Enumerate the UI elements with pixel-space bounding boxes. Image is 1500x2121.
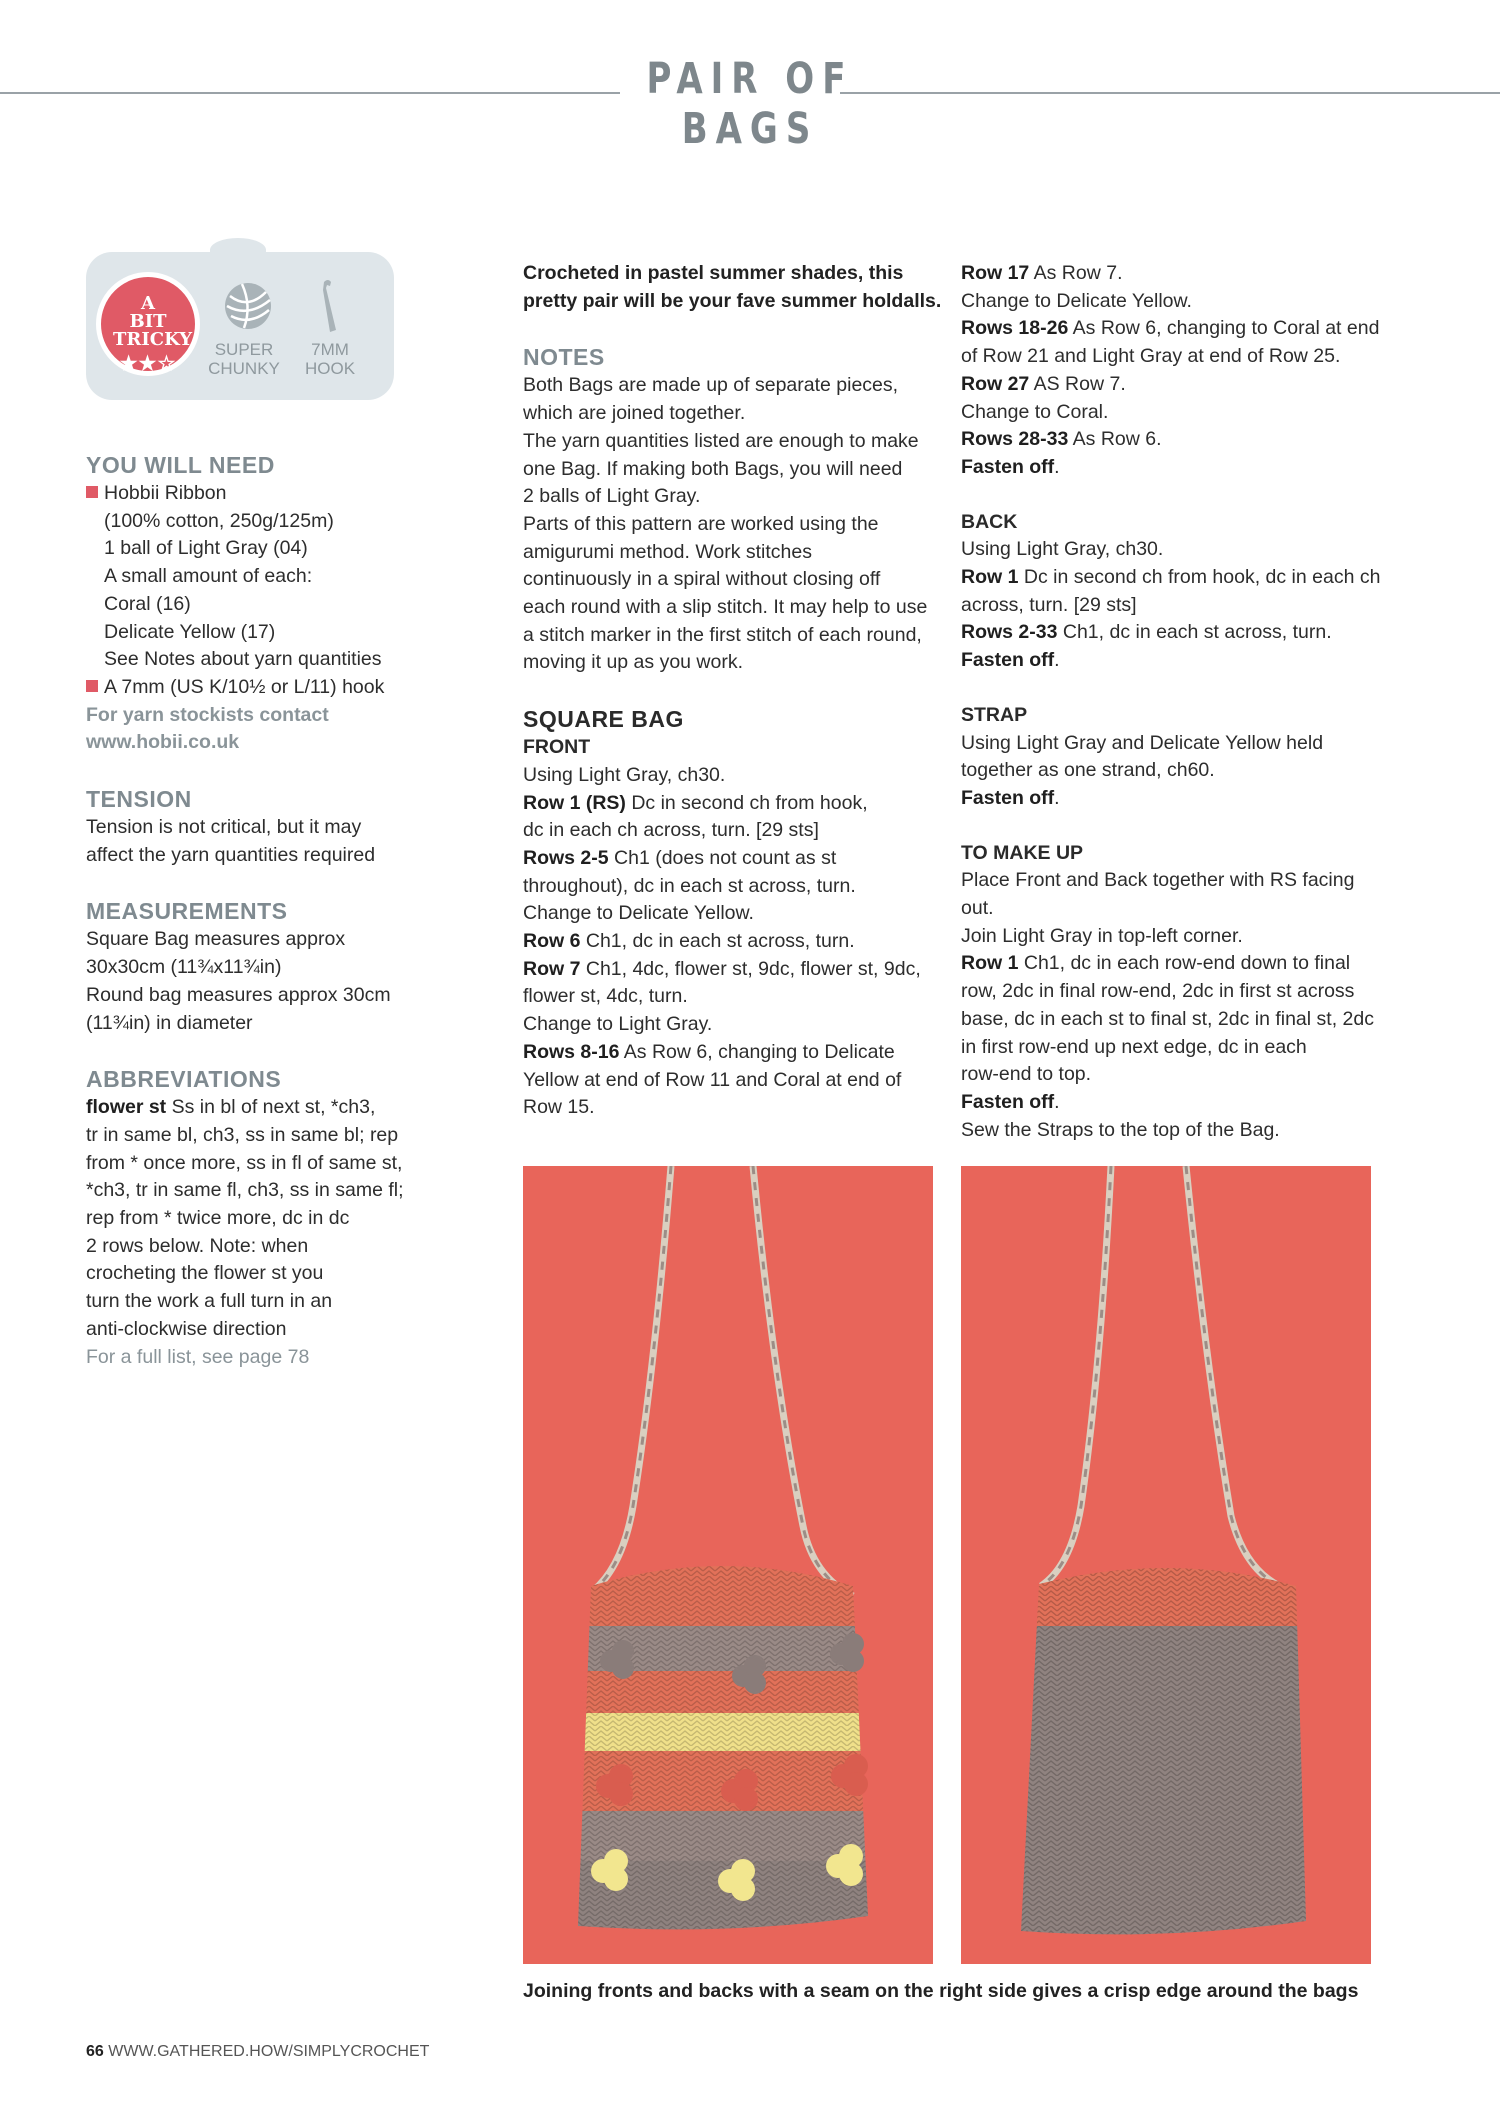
measurements-line: (11¾in) in diameter bbox=[86, 1011, 253, 1034]
front-continued bbox=[961, 260, 1381, 454]
notes-line: continuously in a spiral without closing off bbox=[523, 568, 881, 591]
middle-column bbox=[523, 260, 943, 1122]
front-instruction-line: flower st, 4dc, turn. bbox=[523, 985, 688, 1008]
front-instruction-line: Change to Coral. bbox=[961, 400, 1109, 423]
page-title: PAIR OF BAGS bbox=[646, 54, 854, 154]
notes-line: a stitch marker in the first stitch of each round, bbox=[523, 623, 922, 646]
back-instruction-line: across, turn. [29 sts] bbox=[961, 593, 1137, 616]
make-up-instruction-line: Row 1 Ch1, dc in each row-end down to final bbox=[961, 952, 1351, 975]
notes-line: Both Bags are made up of separate pieces, bbox=[523, 374, 899, 397]
tension-section bbox=[86, 784, 416, 869]
abbreviation-line: 2 rows below. Note: when bbox=[86, 1234, 309, 1257]
page-footer bbox=[86, 2043, 429, 2061]
notes-line: moving it up as you work. bbox=[523, 651, 744, 674]
materials-line: (100% cotton, 250g/125m) bbox=[104, 509, 334, 532]
abbreviations-footnote[interactable]: For a full list, see page 78 bbox=[86, 1345, 310, 1368]
front-instruction-line: Rows 8-16 As Row 6, changing to Delicate bbox=[523, 1040, 895, 1063]
measurements-section bbox=[86, 896, 416, 1037]
back-fasten-off: Fasten off. bbox=[961, 649, 1060, 672]
bullet-square bbox=[86, 486, 98, 498]
front-instructions bbox=[523, 762, 943, 1122]
materials-line: 1 ball of Light Gray (04) bbox=[104, 537, 308, 560]
notes-line: 2 balls of Light Gray. bbox=[523, 485, 701, 508]
make-up-heading: TO MAKE UP bbox=[961, 841, 1084, 864]
difficulty-badge bbox=[86, 252, 394, 400]
stockist-contact: For yarn stockists contact bbox=[86, 703, 329, 726]
hook-size-label bbox=[298, 340, 362, 378]
hook-size-line-1: 7MM bbox=[311, 340, 349, 359]
front-instruction-line: Row 6 Ch1, dc in each st across, turn. bbox=[523, 930, 855, 953]
abbreviation-line: rep from * twice more, dc in dc bbox=[86, 1207, 350, 1230]
back-instruction-line: Rows 2-33 Ch1, dc in each st across, turn. bbox=[961, 621, 1332, 644]
back-instruction-line: Row 1 Dc in second ch from hook, dc in each ch bbox=[961, 566, 1381, 589]
tension-line: affect the yarn quantities required bbox=[86, 843, 376, 866]
abbreviation-line: turn the work a full turn in an bbox=[86, 1290, 333, 1313]
front-instruction-line: Row 17 As Row 7. bbox=[961, 262, 1123, 284]
intro-line: pretty pair will be your fave summer holdalls. bbox=[523, 289, 942, 312]
abbreviations-heading: ABBREVIATIONS bbox=[86, 1066, 282, 1093]
left-column bbox=[86, 450, 416, 1371]
make-up-instruction-line: Place Front and Back together with RS facing out. bbox=[961, 869, 1355, 920]
front-instruction-line: of Row 21 and Light Gray at end of Row 25. bbox=[961, 345, 1341, 368]
front-instruction-line: Rows 18-26 As Row 6, changing to Coral at end bbox=[961, 317, 1380, 340]
make-up-instruction-line: Join Light Gray in top-left corner. bbox=[961, 924, 1243, 947]
difficulty-text: A BIT TRICKY bbox=[113, 293, 193, 350]
yarn-weight-line-2: CHUNKY bbox=[208, 359, 280, 378]
measurements-line: Square Bag measures approx bbox=[86, 928, 346, 951]
notes-line: Parts of this pattern are worked using the bbox=[523, 512, 879, 535]
hook-size-line-2: HOOK bbox=[304, 359, 356, 378]
abbreviation-line: from * once more, ss in fl of same st, bbox=[86, 1151, 403, 1174]
measurements-heading: MEASUREMENTS bbox=[86, 898, 288, 925]
bag-back-photo bbox=[961, 1166, 1371, 1964]
materials-line: Coral (16) bbox=[104, 592, 191, 615]
front-instruction-line: Row 1 (RS) Dc in second ch from hook, bbox=[523, 791, 868, 814]
make-up-fasten-off: Fasten off. bbox=[961, 1090, 1060, 1113]
make-up-instruction-line: row, 2dc in final row-end, 2dc in first st across bbox=[961, 980, 1355, 1003]
yarn-weight-label bbox=[204, 340, 284, 378]
front-instruction-line: Using Light Gray, ch30. bbox=[523, 763, 726, 786]
strap-line: together as one strand, ch60. bbox=[961, 759, 1215, 782]
notes-line: one Bag. If making both Bags, you will need bbox=[523, 457, 903, 480]
abbreviation-line: tr in same bl, ch3, ss in same bl; rep bbox=[86, 1123, 399, 1146]
measurements-line: Round bag measures approx 30cm bbox=[86, 983, 391, 1006]
bullet-square bbox=[86, 680, 98, 692]
strap-fasten-off: Fasten off. bbox=[961, 786, 1060, 809]
abbreviation-line: crocheting the flower st you bbox=[86, 1262, 324, 1285]
front-instruction-line: Rows 2-5 Ch1 (does not count as st bbox=[523, 846, 837, 869]
make-up-last-line: Sew the Straps to the top of the Bag. bbox=[961, 1118, 1280, 1141]
make-up-instruction-line: in first row-end up next edge, dc in each bbox=[961, 1035, 1307, 1058]
back-heading: BACK bbox=[961, 510, 1018, 533]
front-fasten-off: Fasten off. bbox=[961, 455, 1060, 478]
yarn-weight-line-1: SUPER bbox=[214, 340, 274, 359]
tension-line: Tension is not critical, but it may bbox=[86, 816, 362, 839]
notes-heading: NOTES bbox=[523, 344, 605, 371]
materials-line: A small amount of each: bbox=[104, 565, 313, 588]
materials-hook-line: A 7mm (US K/10½ or L/11) hook bbox=[86, 674, 416, 702]
make-up-instruction-line: base, dc in each st to final st, 2dc in final st, 2dc bbox=[961, 1007, 1374, 1030]
front-instruction-line: throughout), dc in each st across, turn. bbox=[523, 874, 856, 897]
front-instruction-line: Yellow at end of Row 11 and Coral at end of bbox=[523, 1068, 902, 1091]
difficulty-stars: ★★☆ bbox=[119, 351, 177, 375]
make-up-instruction-line: row-end to top. bbox=[961, 1063, 1092, 1086]
page-number: 66 bbox=[86, 2043, 104, 2060]
abbreviations-section bbox=[86, 1064, 416, 1371]
front-instruction-line: Rows 28-33 As Row 6. bbox=[961, 428, 1162, 451]
make-up-instructions bbox=[961, 867, 1381, 1089]
strap-line: Using Light Gray and Delicate Yellow held bbox=[961, 731, 1324, 754]
header-rule-left bbox=[0, 92, 620, 94]
strap-heading: STRAP bbox=[961, 703, 1028, 726]
front-instruction-line: dc in each ch across, turn. [29 sts] bbox=[523, 819, 819, 842]
measurements-line: 30x30cm (11¾x11¾in) bbox=[86, 956, 282, 979]
tension-heading: TENSION bbox=[86, 786, 192, 813]
front-instruction-line: Row 7 Ch1, 4dc, flower st, 9dc, flower st, 9dc, bbox=[523, 957, 921, 980]
abbreviation-line: flower st Ss in bl of next st, *ch3, bbox=[86, 1096, 376, 1119]
materials-line: See Notes about yarn quantities bbox=[104, 648, 382, 671]
front-instruction-line: Change to Delicate Yellow. bbox=[961, 289, 1192, 312]
difficulty-circle bbox=[96, 272, 200, 376]
abbreviation-term: flower st bbox=[86, 1096, 167, 1119]
notes-line: The yarn quantities listed are enough to make bbox=[523, 429, 919, 452]
badge-tab bbox=[210, 238, 266, 262]
photo-caption: Joining fronts and backs with a seam on the right side gives a crisp edge around the bags bbox=[523, 1980, 1359, 2002]
stockist-url[interactable]: www.hobii.co.uk bbox=[86, 731, 240, 754]
notes-line: which are joined together. bbox=[523, 402, 746, 425]
you-will-need-section bbox=[86, 450, 416, 757]
bag-front-photo bbox=[523, 1166, 933, 1964]
materials-yarn-line: Hobbii Ribbon bbox=[86, 480, 416, 508]
header-rule-right bbox=[840, 92, 1500, 94]
crochet-hook-icon bbox=[314, 278, 344, 339]
abbreviation-line: anti-clockwise direction bbox=[86, 1317, 287, 1340]
front-instruction-line: Row 15. bbox=[523, 1096, 595, 1119]
square-bag-heading: SQUARE BAG bbox=[523, 706, 684, 733]
yarn-ball-icon bbox=[222, 280, 274, 337]
footer-url[interactable]: WWW.GATHERED.HOW/SIMPLYCROCHET bbox=[103, 2043, 430, 2060]
back-instructions bbox=[961, 536, 1381, 647]
back-instruction-line: Using Light Gray, ch30. bbox=[961, 538, 1164, 561]
notes-line: amigurumi method. Work stitches bbox=[523, 540, 812, 563]
abbreviation-line: *ch3, tr in same fl, ch3, ss in same fl; bbox=[86, 1179, 404, 1202]
front-instruction-line: Change to Light Gray. bbox=[523, 1013, 713, 1036]
notes-line: each round with a slip stitch. It may help to use bbox=[523, 596, 928, 619]
front-heading: FRONT bbox=[523, 736, 591, 759]
right-column bbox=[961, 260, 1381, 1144]
materials-line: Delicate Yellow (17) bbox=[104, 620, 276, 643]
you-will-need-heading: YOU WILL NEED bbox=[86, 452, 275, 478]
front-instruction-line: Change to Delicate Yellow. bbox=[523, 902, 754, 925]
intro-line: Crocheted in pastel summer shades, this bbox=[523, 262, 904, 284]
front-instruction-line: Row 27 AS Row 7. bbox=[961, 372, 1126, 395]
